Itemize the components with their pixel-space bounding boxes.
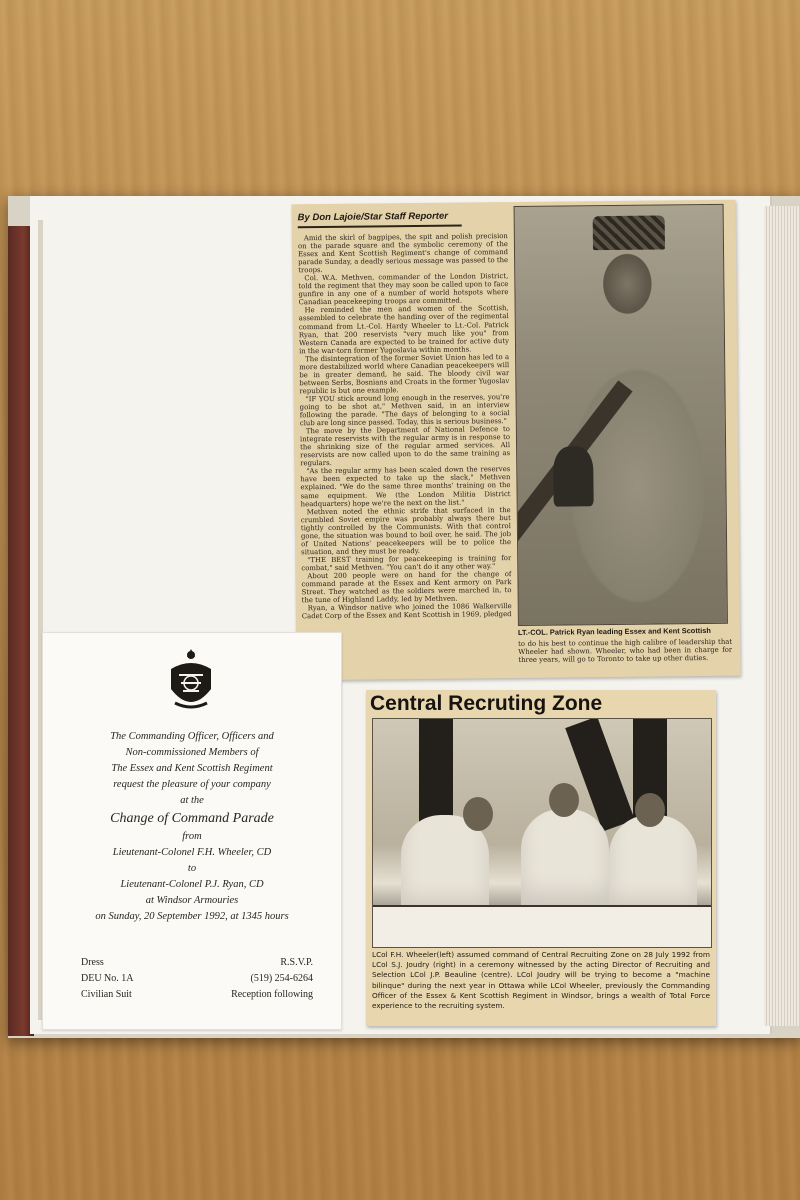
from-label: from <box>182 831 202 842</box>
article-paragraph: "IF YOU stick around long enough in the reserves, you're going to be shot at," Methven said, in an interview following the parade. "The days of belonging to a social club are long since passed. Today, this is serious business." <box>299 393 510 428</box>
invitation-line: The Commanding Officer, Officers and <box>110 731 274 742</box>
recruiting-clipping <box>366 690 716 1026</box>
headline: Central Recruting Zone <box>370 692 603 715</box>
officer-right <box>609 815 697 919</box>
article-paragraph: "As the regular army has been scaled down the reserves have been expected to take up the slack," Methven explained. "We do the same three months' training on the same equipment. We (the London Militia District headquarters) hope we're the next on the list." <box>300 465 511 508</box>
dress-option: Civilian Suit <box>81 989 132 1000</box>
outgoing-commander: Lieutenant-Colonel F.H. Wheeler, CD <box>112 847 272 858</box>
rsvp-label: R.S.V.P. <box>280 957 313 968</box>
officer-head <box>549 783 579 817</box>
newspaper-clipping <box>292 200 741 681</box>
event-title: Change of Command Parade <box>110 811 274 826</box>
signing-ceremony-photo <box>372 718 712 948</box>
reception-note: Reception following <box>231 989 313 1000</box>
article-continuation: to do his best to continue the high calibre of leadership that Wheeler had shown. Wheeler, who had been in charge for three years, will go to Toronto to take up other duties. <box>518 637 733 664</box>
invitation-line: The Essex and Kent Scottish Regiment <box>111 763 273 774</box>
invitation-line: at the <box>180 795 204 806</box>
invitation-card <box>42 632 342 1030</box>
invitation-text <box>43 729 341 925</box>
dress-label: Dress <box>81 957 104 968</box>
article-paragraph: Amid the skirl of bagpipes, the spit and polish precision on the parade square and the symbolic ceremony of the Essex and Kent Scottish Regiment's change of command parade Sunday, a deadly serious message was passed to the troops. <box>297 232 509 275</box>
article-paragraph: Col. W.A. Methven, commander of the London District, told the regiment that they may soon be called upon to face gunfire in any one of a number of world hotspots where Canadian peacekeeping troops are committed. <box>298 272 509 307</box>
sporran <box>553 446 594 506</box>
article-paragraph: Methven noted the ethnic strife that surfaced in the crumbled Soviet empire was probably always there but tightly controlled by the Communists. With that control gone, the situation was bound to boil over, he said. The job of United Nations' peacekeepers will be to police the situation, and they must be ready. <box>300 505 512 557</box>
invitation-line: Non-commissioned Members of <box>125 747 259 758</box>
signing-table <box>373 905 711 948</box>
officer-head <box>463 797 493 831</box>
article-paragraph: He reminded the men and women of the Scottish, assembled to celebrate the handing over of the regimental command from Lt.-Col. Hardy Wheeler to Lt.-Col. Patrick Ryan, that 200 reservists "very much like you" from Western Canada are expected to be trained for active duty in the war-torn former Yugoslavia within months. <box>298 304 510 355</box>
glengarry-cap <box>593 215 665 250</box>
officer-centre <box>521 809 609 913</box>
rsvp-phone: (519) 254-6264 <box>250 973 313 984</box>
dress-info <box>81 955 134 1003</box>
photo-caption: LT.-COL. Patrick Ryan leading Essex and Kent Scottish <box>517 625 711 637</box>
byline: By Don Lajoie/Star Staff Reporter <box>298 211 462 229</box>
to-label: to <box>187 863 197 874</box>
dress-option: DEU No. 1A <box>81 973 134 984</box>
article-paragraph: The move by the Department of National Defence to integrate reservists with the regular army is in response to the shrinking size of the regular armed services. All reservists are now called upon to do the same training as regulars. <box>299 425 511 468</box>
article-paragraph: The disintegration of the former Soviet Union has led to a more destabilized world where Canadian peacekeepers will be in greater demand, he said. The bloody civil war between Serbs, Bosnians and Croats in the former Yugoslav republic is but one example. <box>299 352 510 396</box>
regiment-crest-icon <box>161 645 221 717</box>
article-paragraph: About 200 people were on hand for the change of command parade at the Essex and Kent armory on Park Street. They watched as the soldiers were marched in, to the tune of Highland Laddy, led by Methven. <box>301 570 512 605</box>
officer-head <box>635 793 665 827</box>
page-stack <box>764 206 800 1026</box>
invitation-line: request the pleasure of your company <box>113 779 271 790</box>
flag <box>419 719 453 829</box>
soldier-photo <box>514 204 728 626</box>
incoming-commander: Lieutenant-Colonel P.J. Ryan, CD <box>120 879 264 890</box>
article-body <box>298 232 513 678</box>
article-paragraph: Ryan, a Windsor native who joined the 1086 Walkerville Cadet Corp of the Essex and Kent Scottish in 1969, pledged <box>301 602 512 621</box>
event-date: on Sunday, 20 September 1992, at 1345 hours <box>95 911 289 922</box>
rsvp-info <box>231 955 313 1003</box>
venue: at Windsor Armouries <box>145 895 239 906</box>
article-paragraph: "THE BEST training for peacekeeping is training for combat," said Methven. "You can't do it any other way." <box>301 553 512 573</box>
photo-caption: LCol F.H. Wheeler(left) assumed command of Central Recruiting Zone on 28 July 1992 from LCol S.J. Joudry (right) in a ceremony witnessed by the acting Director of Recruiting and Selection LCol J.P. Beauline (centre). LCol Joudry will be trying to become a "machine bilinque" during the next year in Ottawa while LCol Wheeler, previously the Commanding Officer of the Essex & Kent Scottish Regiment in Windsor, brings a wealth of Total Force experience to the recruiting system. <box>372 950 710 1011</box>
